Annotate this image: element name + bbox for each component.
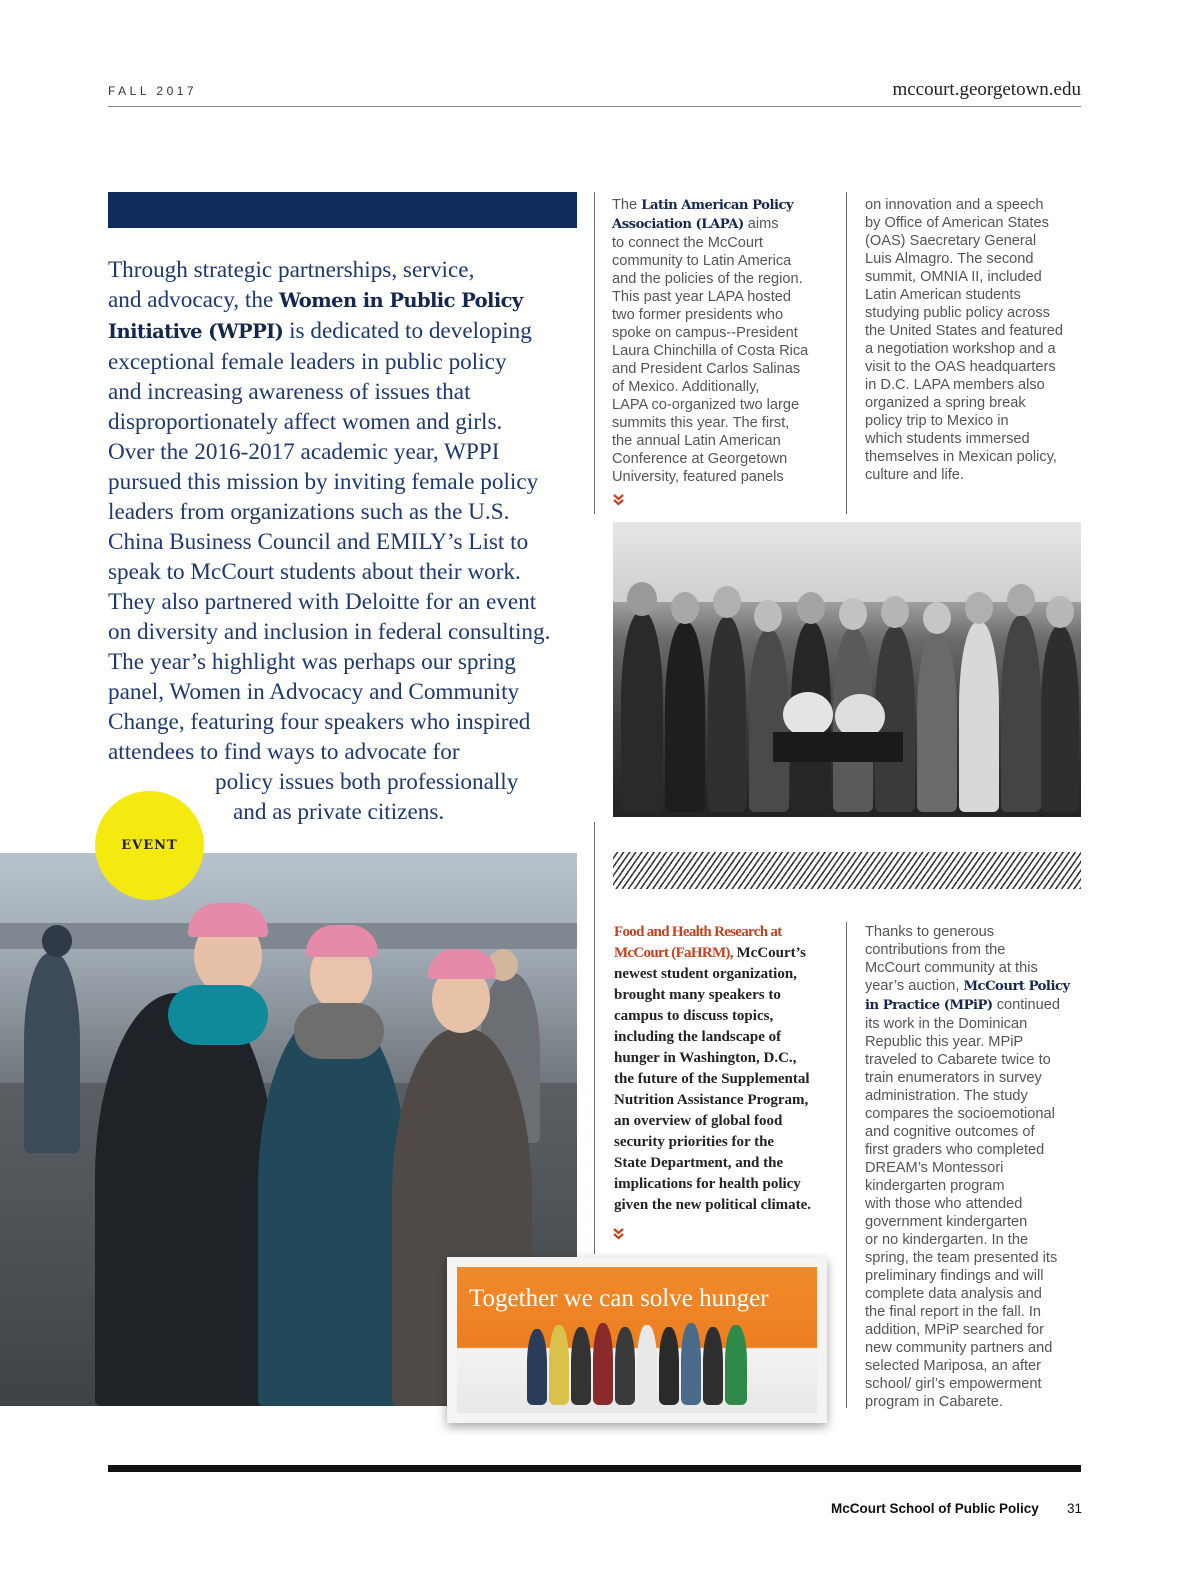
mpip-line — [865, 977, 1070, 996]
lead-line — [108, 285, 588, 316]
fahrm-group-photo — [447, 1257, 827, 1423]
lapa-line: (OAS) Saecretary General — [865, 233, 1037, 249]
lapa-line: LAPA co-organized two large — [612, 397, 800, 413]
lapa-line: summit, OMNIA II, included — [865, 269, 1042, 285]
lapa-line: spoke on campus--President — [612, 325, 798, 341]
photo-figure — [659, 1327, 679, 1405]
lead-line: on diversity and inclusion in federal consulting. — [108, 619, 551, 645]
mpip-line: McCourt community at this — [865, 960, 1038, 976]
mpip-line: train enumerators in survey — [865, 1070, 1042, 1086]
lapa-line: to connect the McCourt — [612, 235, 763, 251]
lapa-name: Latin American Policy — [641, 198, 794, 213]
wppi-name: Women in Public Policy — [279, 289, 523, 312]
fahrm-photo-image — [457, 1267, 817, 1413]
photo-figure — [637, 1325, 657, 1405]
mpip-line: spring, the team presented its — [865, 1250, 1058, 1266]
photo-figure — [571, 1327, 591, 1405]
fahrm-line: given the new political climate. — [614, 1197, 812, 1213]
mpip-line: compares the socioemotional — [865, 1106, 1055, 1122]
lapa-line — [612, 215, 808, 234]
lead-line: exceptional female leaders in public policy — [108, 349, 507, 375]
footer-rule — [108, 1465, 1081, 1472]
lead-line: pursued this mission by inviting female policy — [108, 469, 539, 495]
mpip-line: new community partners and — [865, 1340, 1053, 1356]
footer-school-name: McCourt School of Public Policy — [831, 1501, 1039, 1516]
mpip-line: with those who attended — [865, 1196, 1023, 1212]
photo-figure — [681, 1323, 701, 1405]
lapa-line: a negotiation workshop and a — [865, 341, 1056, 357]
mpip-line: Republic this year. MPiP — [865, 1034, 1024, 1050]
mpip-line: first graders who completed — [865, 1142, 1045, 1158]
lead-text: is dedicated to developing — [283, 318, 532, 344]
photo-figure — [713, 586, 741, 618]
mpip-line: government kindergarten — [865, 1214, 1028, 1230]
mpip-line: program in Cabarete. — [865, 1394, 1003, 1410]
lead-line: speak to McCourt students about their work. — [108, 559, 521, 585]
photo-figure — [839, 598, 867, 630]
lapa-text: aims — [743, 216, 779, 232]
fahrm-column — [614, 922, 811, 1216]
lead-line: Change, featuring four speakers who inspired — [108, 709, 531, 735]
photo-figure — [627, 582, 657, 616]
mpip-column — [865, 923, 1070, 1411]
lead-line — [108, 316, 588, 347]
photo-table — [773, 732, 903, 762]
column-divider — [594, 822, 595, 1254]
fahrm-line: campus to discuss topics, — [614, 1008, 774, 1024]
fahrm-line: newest student organization, — [614, 966, 797, 982]
fahrm-line: security priorities for the — [614, 1134, 775, 1150]
fahrm-line: the future of the Supplemental — [614, 1071, 810, 1087]
photo-figure — [1007, 584, 1035, 616]
lapa-line: themselves in Mexican policy, — [865, 449, 1057, 465]
photo-figure — [754, 600, 782, 632]
page-number: 31 — [1067, 1501, 1083, 1516]
photo-figure — [749, 630, 789, 812]
photo-figure — [42, 925, 72, 957]
lapa-column-1 — [612, 196, 808, 486]
photo-figure — [24, 953, 80, 1153]
lapa-line: and the policies of the region. — [612, 271, 803, 287]
section-color-bar — [108, 192, 577, 228]
photo-figure — [665, 622, 705, 812]
lead-line: Over the 2016-2017 academic year, WPPI — [108, 439, 500, 465]
mpip-line: contributions from the — [865, 942, 1006, 958]
fahrm-line: including the landscape of — [614, 1029, 782, 1045]
lapa-line — [612, 196, 808, 215]
lapa-line: and President Carlos Salinas — [612, 361, 801, 377]
fahrm-line — [614, 943, 811, 964]
fahrm-line: implications for health policy — [614, 1176, 801, 1192]
photo-figure — [621, 612, 663, 812]
photo-figure — [917, 632, 957, 812]
lead-line: Through strategic partnerships, service, — [108, 257, 475, 283]
mpip-line: the final report in the fall. In — [865, 1304, 1042, 1320]
lead-paragraph — [108, 255, 588, 827]
photo-figure — [593, 1323, 613, 1405]
mpip-line — [865, 996, 1070, 1015]
lapa-line: Laura Chinchilla of Costa Rica — [612, 343, 809, 359]
pink-cap — [188, 903, 268, 937]
lapa-line: by Office of American States — [865, 215, 1049, 231]
lapa-line: organized a spring break — [865, 395, 1026, 411]
mpip-line: kindergarten program — [865, 1178, 1005, 1194]
mpip-line: DREAM’s Montessori — [865, 1160, 1004, 1176]
grey-scarf — [294, 1003, 384, 1059]
lapa-line: the annual Latin American — [612, 433, 781, 449]
chevron-down-icon — [613, 494, 624, 506]
wppi-acronym: Initiative (WPPI) — [108, 320, 284, 343]
mpip-line: traveled to Cabarete twice to — [865, 1052, 1051, 1068]
lapa-column-2 — [865, 196, 1063, 484]
mpip-name: McCourt Policy — [963, 979, 1070, 994]
mpip-line: school/ girl’s empowerment — [865, 1376, 1042, 1392]
mpip-line: Thanks to generous — [865, 924, 994, 940]
header-rule — [108, 106, 1081, 107]
lapa-line: which students immersed — [865, 431, 1030, 447]
lapa-text: The — [612, 197, 642, 213]
lead-line: and as private citizens. — [233, 799, 445, 825]
photo-figure — [965, 592, 993, 624]
lapa-acronym: Association (LAPA) — [612, 217, 744, 232]
lead-line: China Business Council and EMILY’s List to — [108, 529, 529, 555]
lapa-line: Conference at Georgetown — [612, 451, 788, 467]
lead-line: attendees to find ways to advocate for — [108, 739, 460, 765]
lapa-line: Latin American students — [865, 287, 1021, 303]
lapa-line: in D.C. LAPA members also — [865, 377, 1045, 393]
lapa-group-photo — [613, 522, 1081, 817]
lead-line: panel, Women in Advocacy and Community — [108, 679, 520, 705]
header-season: FALL 2017 — [108, 84, 198, 98]
lapa-line: community to Latin America — [612, 253, 792, 269]
lapa-line: culture and life. — [865, 467, 964, 483]
event-badge-label: EVENT — [121, 838, 178, 853]
mpip-acronym: in Practice (MPiP) — [865, 998, 993, 1013]
mpip-line: or no kindergarten. In the — [865, 1232, 1029, 1248]
mpip-line: addition, MPiP searched for — [865, 1322, 1045, 1338]
lapa-line: Luis Almagro. The second — [865, 251, 1034, 267]
lapa-line: This past year LAPA hosted — [612, 289, 792, 305]
lapa-line: on innovation and a speech — [865, 197, 1044, 213]
photo-figure — [1046, 596, 1074, 628]
fahrm-line: brought many speakers to — [614, 987, 781, 1003]
lapa-line: policy trip to Mexico in — [865, 413, 1009, 429]
photo-figure — [615, 1327, 635, 1405]
header-url[interactable]: mccourt.georgetown.edu — [892, 79, 1081, 100]
lapa-line: the United States and featured — [865, 323, 1063, 339]
photo-figure — [527, 1329, 547, 1405]
column-divider — [846, 192, 847, 514]
photo-figure — [725, 1325, 747, 1405]
lapa-line: University, featured panels — [612, 469, 784, 485]
mpip-line: its work in the Dominican — [865, 1016, 1028, 1032]
column-divider — [846, 922, 847, 1408]
photo-figure — [1001, 616, 1041, 812]
mpip-line: and cognitive outcomes of — [865, 1124, 1035, 1140]
lapa-line: summits this year. The first, — [612, 415, 790, 431]
hunger-banner-text: Together we can solve hunger — [469, 1285, 769, 1312]
fahrm-acronym: McCourt (FaHRM), — [614, 945, 733, 961]
lead-line: leaders from organizations such as the U.S. — [108, 499, 510, 525]
lapa-line: studying public policy across — [865, 305, 1050, 321]
photo-flowers — [783, 692, 833, 737]
photo-figure — [797, 592, 825, 624]
lead-line: disproportionately affect women and girls. — [108, 409, 503, 435]
photo-figure — [959, 622, 999, 812]
fahrm-text: McCourt’s — [732, 945, 806, 961]
photo-bridge — [0, 923, 577, 949]
lead-line: and increasing awareness of issues that — [108, 379, 471, 405]
lapa-line: two former presidents who — [612, 307, 784, 323]
hatched-divider — [613, 852, 1081, 889]
mpip-line: complete data analysis and — [865, 1286, 1042, 1302]
fahrm-line: an overview of global food — [614, 1113, 783, 1129]
photo-figure — [258, 1013, 408, 1406]
lead-line: policy issues both professionally — [215, 769, 519, 795]
photo-figure — [95, 993, 275, 1406]
photo-figure — [923, 602, 951, 634]
photo-figure — [703, 1327, 723, 1405]
lapa-line: visit to the OAS headquarters — [865, 359, 1056, 375]
photo-figure — [549, 1325, 569, 1405]
mpip-text: year’s auction, — [865, 978, 964, 994]
chevron-down-icon — [613, 1228, 624, 1240]
photo-figure — [671, 592, 699, 624]
photo-figure — [1041, 626, 1079, 812]
teal-scarf — [168, 985, 268, 1045]
lapa-line: of Mexico. Additionally, — [612, 379, 760, 395]
lead-text: and advocacy, the — [108, 287, 280, 313]
photo-figure — [881, 596, 909, 628]
event-badge — [95, 791, 204, 900]
fahrm-name: Food and Health Research at — [614, 924, 782, 940]
column-divider — [594, 192, 595, 514]
mpip-text: continued — [992, 997, 1061, 1013]
lead-line: They also partnered with Deloitte for an event — [108, 589, 537, 615]
fahrm-line: hunger in Washington, D.C., — [614, 1050, 797, 1066]
fahrm-line: Nutrition Assistance Program, — [614, 1092, 809, 1108]
lead-line: The year’s highlight was perhaps our spring — [108, 649, 516, 675]
mpip-line: administration. The study — [865, 1088, 1028, 1104]
photo-figure — [708, 617, 746, 812]
fahrm-line: State Department, and the — [614, 1155, 784, 1171]
mpip-line: selected Mariposa, an after — [865, 1358, 1042, 1374]
mpip-line: preliminary findings and will — [865, 1268, 1044, 1284]
pink-cap — [428, 949, 496, 979]
